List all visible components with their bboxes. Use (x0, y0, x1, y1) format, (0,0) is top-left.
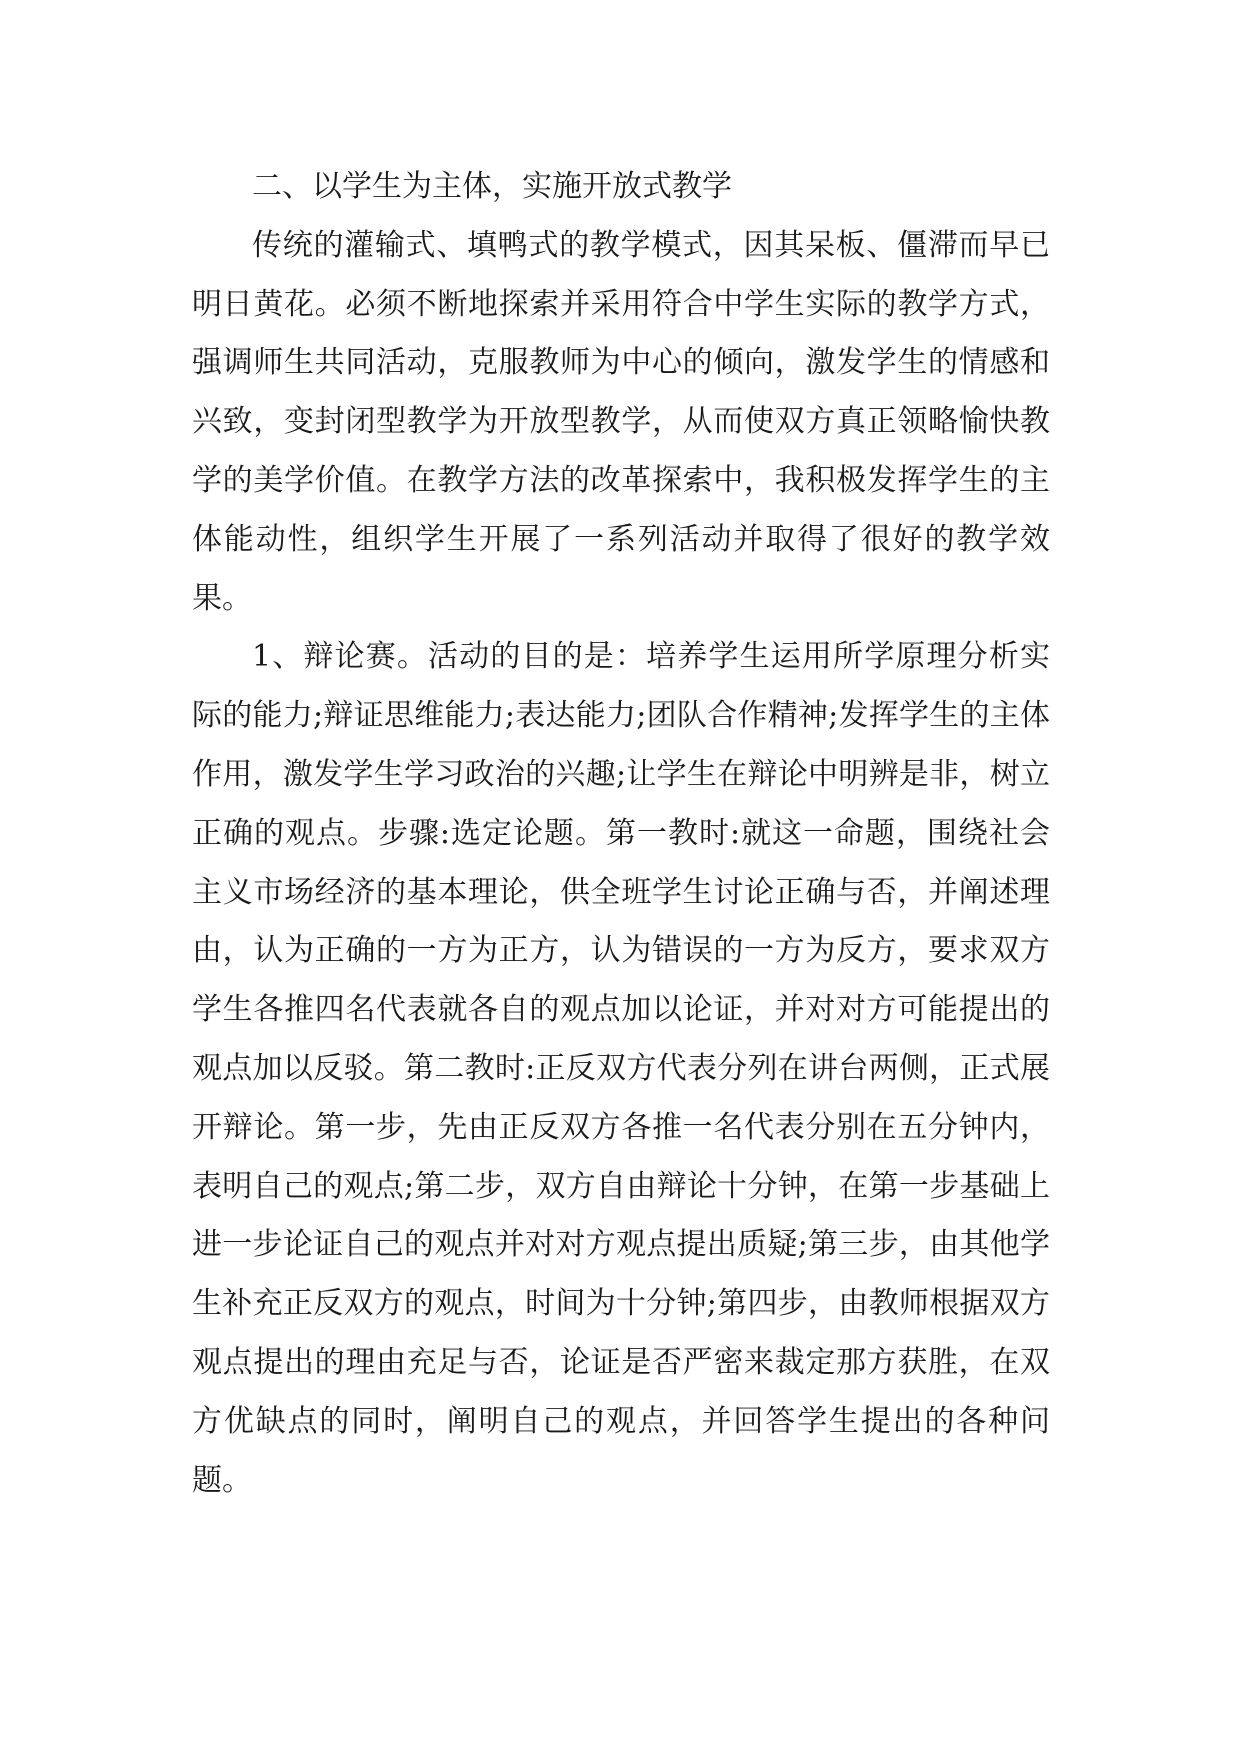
document-body (192, 158, 1050, 1510)
paragraph-intro: 传统的灌输式、填鸭式的教学模式，因其呆板、僵滞而早已明日黄花。必须不断地探索并采用符合中学生实际的教学方式，强调师生共同活动，克服教师为中心的倾向，激发学生的情感和兴致，变封闭型教学为开放型教学，从而使双方真正领略愉快教学的美学价值。在教学方法的改革探索中，我积极发挥学生的主体能动性，组织学生开展了一系列活动并取得了很好的教学效果。 (192, 227, 1050, 616)
paragraph-debate: 1、辩论赛。活动的目的是：培养学生运用所学原理分析实际的能力;辩证思维能力;表达能力;团队合作精神;发挥学生的主体作用，激发学生学习政治的兴趣;让学生在辩论中明辨是非，树立正确的观点。步骤:选定论题。第一教时:就这一命题，围绕社会主义市场经济的基本理论，供全班学生讨论正确与否，并阐述理由，认为正确的一方为正方，认为错误的一方为反方，要求双方学生各推四名代表就各自的观点加以论证，并对对方可能提出的观点加以反驳。第二教时:正反双方代表分列在讲台两侧，正式展开辩论。第一步，先由正反双方各推一名代表分别在五分钟内，表明自己的观点;第二步，双方自由辩论十分钟，在第一步基础上进一步论证自己的观点并对对方观点提出质疑;第三步，由其他学生补充正反双方的观点，时间为十分钟;第四步，由教师根据双方观点提出的理由充足与否，论证是否严密来裁定那方获胜，在双方优缺点的同时，阐明自己的观点，并回答学生提出的各种问题。 (192, 639, 1050, 1498)
section-heading: 二、以学生为主体，实施开放式教学 (252, 169, 732, 204)
